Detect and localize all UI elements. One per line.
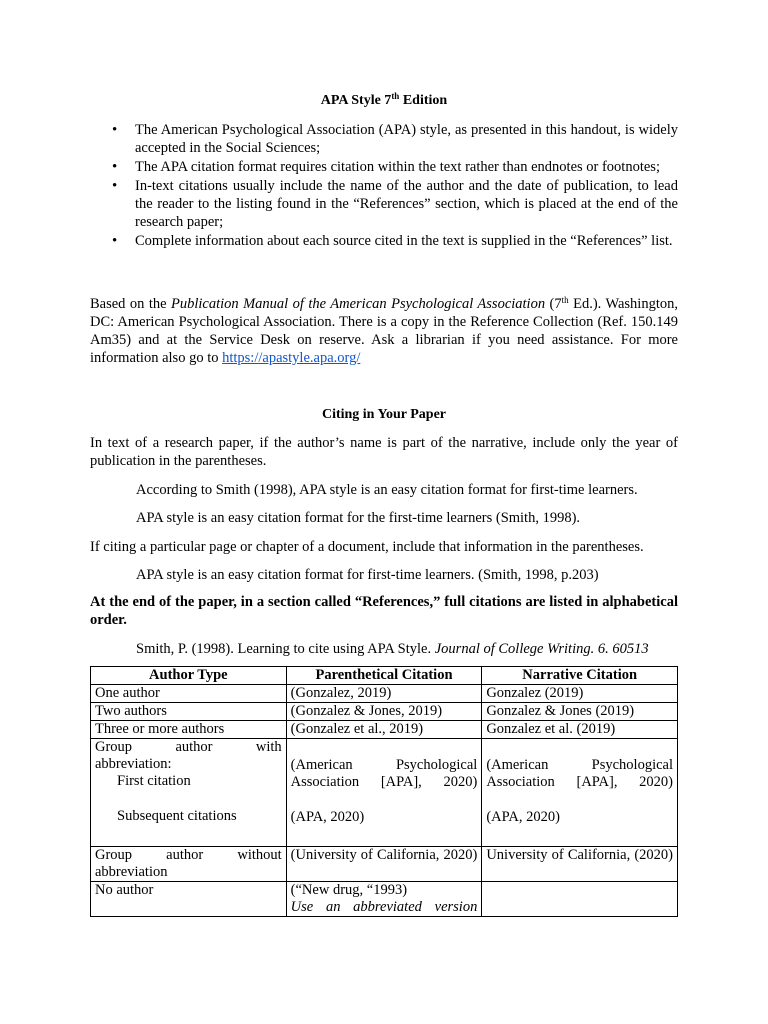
overview-bullet-list bbox=[90, 121, 678, 251]
table-row: Group author without abbreviation (University of California, 2020) University of California, (2020) bbox=[91, 847, 678, 882]
intro-paragraph: In text of a research paper, if the author’s name is part of the narrative, include only the year of publication in the parentheses. bbox=[90, 435, 678, 469]
table-header-row bbox=[91, 667, 678, 685]
example-narrative: According to Smith (1998), APA style is an easy citation format for first-time learners. bbox=[136, 482, 638, 498]
citing-heading: Citing in Your Paper bbox=[321, 407, 447, 422]
references-note: At the end of the paper, in a section called “References,” full citations are listed in alphabetical order. bbox=[90, 594, 678, 628]
table-row: Three or more authors (Gonzalez et al., 2019) Gonzalez et al. (2019) bbox=[91, 721, 678, 739]
bullet-item: • Complete information about each source cited in the text is supplied in the “References” list. bbox=[90, 232, 678, 250]
header-parenthetical: Parenthetical Citation bbox=[286, 667, 482, 685]
example-page-citation: APA style is an easy citation format for first-time learners. (Smith, 1998, p.203) bbox=[136, 567, 599, 583]
citation-table bbox=[90, 666, 678, 917]
table-row: One author (Gonzalez, 2019) Gonzalez (2019) bbox=[91, 685, 678, 703]
reference-example: Smith, P. (1998). Learning to cite using APA Style. Journal of College Writing. 6. 60513 bbox=[136, 641, 649, 657]
manual-title: Publication Manual of the American Psychological Association bbox=[171, 296, 546, 312]
page-citation-note: If citing a particular page or chapter of a document, include that information in the parentheses. bbox=[90, 539, 644, 555]
source-paragraph: Based on the Publication Manual of the American Psychological Association (7th Ed.). Washington, DC: American Psychological Association. There is a copy in the Reference Collection (Ref. 150.149 Am35) and at the Service Desk on reserve. Ask a librarian if you need assistance. For more information also go to https://apastyle.apa.org/ bbox=[90, 295, 678, 366]
bullet-item: • In-text citations usually include the name of the author and the date of publication, to lead the reader to the listing found in the “References” section, which is placed at the end of the research paper; bbox=[90, 177, 678, 231]
header-narrative: Narrative Citation bbox=[482, 667, 678, 685]
bullet-item: • The APA citation format requires citation within the text rather than endnotes or footnotes; bbox=[90, 158, 678, 176]
table-row: No author (“New drug, “1993) Use an abbreviated version bbox=[91, 882, 678, 917]
table-row: Group author with abbreviation: First citation Subsequent citations (American Psychological Association [APA], 2020) (APA, 2020) (American Psychological Association [APA], 2020) (APA, 2020) bbox=[91, 739, 678, 847]
document-title: APA Style 7th Edition bbox=[320, 91, 448, 108]
header-author-type: Author Type bbox=[91, 667, 287, 685]
apastyle-link[interactable]: https://apastyle.apa.org/ bbox=[222, 350, 361, 366]
example-parenthetical: APA style is an easy citation format for the first-time learners (Smith, 1998). bbox=[136, 510, 581, 526]
bullet-item: • The American Psychological Association (APA) style, as presented in this handout, is widely accepted in the Social Sciences; bbox=[90, 121, 678, 157]
table-row: Two authors (Gonzalez & Jones, 2019) Gonzalez & Jones (2019) bbox=[91, 703, 678, 721]
